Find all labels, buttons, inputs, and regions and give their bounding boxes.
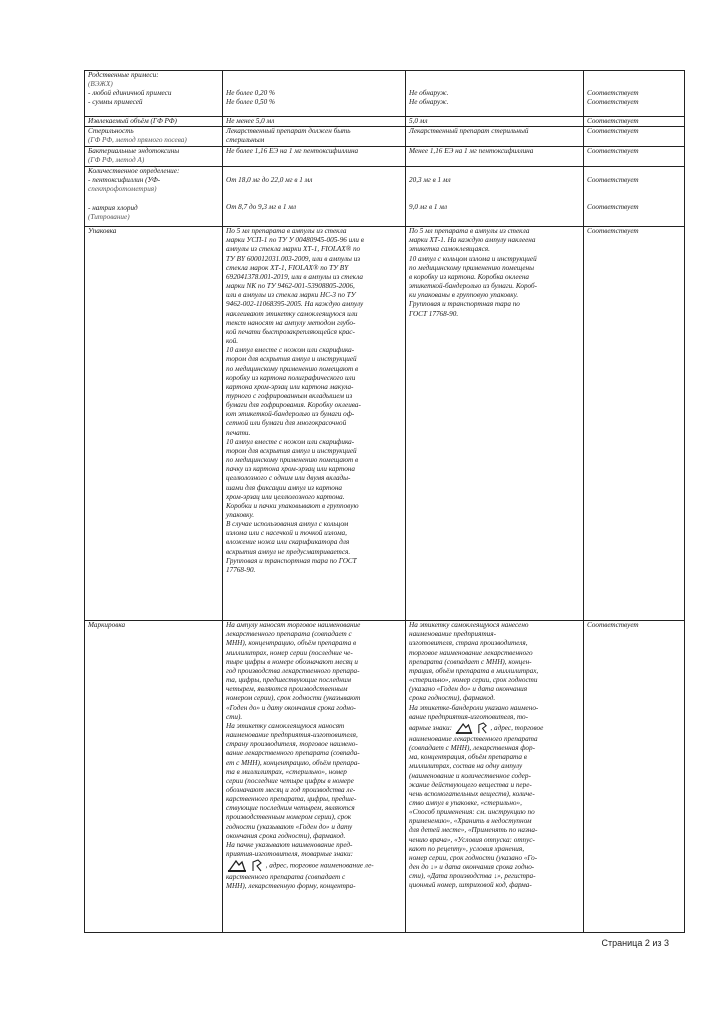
text-line: миллилитрах, номер серии (последние че- bbox=[226, 648, 353, 657]
text-line: ампулы из стекла марки ХТ-1, FIOLAX® по bbox=[226, 245, 361, 254]
result-cell: Менее 1,16 ЕЭ на 1 мг пентоксифиллина bbox=[406, 147, 584, 167]
text-line: По 5 мл препарата в ампулы из стекла bbox=[226, 227, 347, 236]
text-line: приятия-изготовителя, товарные знаки: bbox=[226, 850, 353, 859]
text-line: На этикетку самоклеящуюся наносят bbox=[226, 721, 345, 730]
status-cell: Соответствует bbox=[584, 227, 685, 621]
text-line: номер серии, срок годности (указано «Го- bbox=[409, 853, 538, 862]
text-line: (совпадает с МНН), лекарственная фор- bbox=[409, 744, 535, 753]
text-line: наклеивают этикетку самоклеящуюся или bbox=[226, 309, 358, 318]
status-cell: Соответствует bbox=[584, 127, 685, 147]
param-cell: Стерильность (ГФ РФ, метод прямого посева) bbox=[85, 127, 223, 147]
text-line: четырем, являются производственным bbox=[226, 685, 348, 694]
text-line: На ампулу наносят торговое наименование bbox=[226, 621, 361, 630]
text-line: коробку из картона полиграфического или bbox=[226, 373, 356, 382]
text-line: Групповая и транспортная тара по bbox=[409, 300, 520, 309]
text-line: ден до ↓» и дата окончания срока годно- bbox=[409, 863, 535, 872]
text-line: шами для фиксации ампул из картона bbox=[226, 483, 342, 492]
text-line: 10 ампул вместе с ножом или скарифика- bbox=[226, 346, 355, 355]
text-line: лекарственного препарата (совпадает с bbox=[226, 630, 352, 639]
table-row bbox=[85, 167, 685, 227]
text-line: в коробку из картона. Коробка оклеена bbox=[409, 272, 529, 281]
param-cell: Родственные примеси: (ВЭЖХ) - любой единичной примеси - суммы примесей bbox=[85, 71, 223, 117]
text-line: марки ХТ-1. На каждую ампулу наклеена bbox=[409, 236, 536, 245]
text-line: наименование лекарственного препарата bbox=[409, 734, 538, 743]
text-line: изготовителя, страна производителя, bbox=[409, 639, 528, 648]
text-line: 10 ампул вместе с ножом или скарифика- bbox=[226, 437, 355, 446]
text-line: кают по рецепту», условия хранения, bbox=[409, 844, 525, 853]
status-cell: Соответствует Соответствует bbox=[584, 167, 685, 227]
table-row bbox=[85, 71, 685, 117]
text-line: та в миллилитрах, «стерильно», номер bbox=[226, 767, 347, 776]
table-row bbox=[85, 147, 685, 167]
text-line: трация, объём препарата в миллилитрах, bbox=[409, 666, 539, 675]
norm-cell: От 18,0 мг до 22,0 мг в 1 мл От 8,7 до 9,3 мг в 1 мл bbox=[223, 167, 406, 227]
text-line: по медицинскому применению помещены bbox=[409, 263, 534, 272]
text-line: тором для вскрытия ампул и инструкцией bbox=[226, 446, 357, 455]
norm-cell: Не более 1,16 ЕЭ на 1 мг пентоксифиллина bbox=[223, 147, 406, 167]
status-cell: Соответствует bbox=[584, 117, 685, 127]
text-line: На этикетке-бандероли указано наимено- bbox=[409, 703, 539, 712]
text-line: обозначают месяц и год производства ле- bbox=[226, 785, 356, 794]
text-line: миллилитрах, состав на одну ампулу bbox=[409, 762, 523, 771]
text-line: ционный номер, штриховой код, фарма- bbox=[409, 881, 532, 890]
text-line: печати. bbox=[226, 428, 251, 437]
param-cell: Упаковка bbox=[85, 227, 223, 621]
text-line: стекла марок ХТ-1, FIOLAX® по ТУ BY bbox=[226, 263, 349, 272]
text-line: упаковку. bbox=[226, 511, 255, 519]
text-line: сти), «Дата производства ↓», регистра- bbox=[409, 872, 536, 881]
text-line: 9462-002-11068395-2005. На каждую ампулу bbox=[226, 300, 364, 309]
trademark-icon bbox=[227, 859, 247, 873]
text-line: 17768-90. bbox=[226, 565, 256, 574]
result-cell bbox=[406, 227, 584, 621]
table-row bbox=[85, 227, 685, 621]
result-cell: 20,3 мг в 1 мл 9,0 мг в 1 мл bbox=[406, 167, 584, 227]
table-row bbox=[85, 127, 685, 147]
text-line: окончания срока годности), фармакод. bbox=[226, 831, 346, 840]
text-line: препарата (совпадает с МНН), концен- bbox=[409, 657, 532, 666]
text-line: На пачке указывают наименование пред- bbox=[226, 840, 353, 849]
text-line: «стерильно», номер серии, срок годности bbox=[409, 676, 538, 685]
text-line: (указано «Годен до» и дата окончания bbox=[409, 685, 528, 694]
norm-cell: Не менее 5,0 мл bbox=[223, 117, 406, 127]
text-line: марки NK по ТУ 9462-001-53908805-2006, bbox=[226, 282, 355, 291]
text-line: та, цифры, предшествующие последним bbox=[226, 676, 352, 685]
text-line: ет с МНН), концентрацию, объём препара- bbox=[226, 758, 360, 767]
text-line: страну производителя, торговое наимено- bbox=[226, 740, 358, 749]
text-line: Коробки и пачки упаковывают в групповую bbox=[226, 501, 359, 510]
text-line: вание лекарственного препарата (совпада- bbox=[226, 749, 360, 758]
text-line: 10 ампул с кольцом излома и инструкцией bbox=[409, 254, 537, 263]
text-line: вание предприятия-изготовителя, то- bbox=[409, 712, 529, 721]
text-line: турного с гофрированным вкладышем из bbox=[226, 391, 353, 400]
specification-table bbox=[84, 70, 685, 933]
text-line: ствующие последним четырем, являются bbox=[226, 804, 355, 813]
trademark-icon bbox=[455, 722, 473, 735]
text-line: для детей месте», «Применять по назна- bbox=[409, 826, 538, 835]
text-line: или в ампулы из стекла марки НС-3 по ТУ bbox=[226, 291, 356, 300]
result-cell: На этикетку самоклеящуюся нанесено наименование предприятия- изготовителя, страна производителя, торговое наименование лекарственного препарата (совпадает с МНН), концен- трация, объём препарата в миллилитрах, «стерильно», номер серии, срок годности (указано «Годен до» и дата окончания срока годности), фармакод. На этикетке-бандероли указано наимено- вание предприятия-изготовителя, то- варные знаки: , адрес, торговое наименование лекарственного препарата (совпадает с МНН), лекарственная фор- ма, концентрация, объём препарата в миллилитрах, состав на одну ампулу (наименование и количественное содер- жание действующего вещества и пере- чень вспомогательных веществ), количе- ство ампул в упаковке, «стерильно», «Способ применения: см. инструкцию по применению», «Хранить в недоступном для детей месте», «Применять по назна- чению врача», «Условия отпуска: отпус- кают по рецепту», условия хранения, номер серии, срок годности (указано «Го- ден до ↓» и дата окончания срока годно- сти), «Дата производства ↓», регистра- ционный номер, штриховой код, фарма- bbox=[406, 621, 584, 933]
norm-cell bbox=[223, 227, 406, 621]
result-cell: Лекарственный препарат стерильный bbox=[406, 127, 584, 147]
text-line: 692041378.001-2019, или в ампулы из стекла bbox=[226, 272, 363, 281]
text-line: марки УСП-1 по ТУ У 00480945-005-96 или в bbox=[226, 236, 364, 245]
text-line: карственного препарата, цифры, предше- bbox=[226, 795, 357, 804]
param-cell: Количественное определение: - пентоксифиллин (УФ- спектрофотометрия) - натрия хлорид (Титрование) bbox=[85, 167, 223, 227]
text-line: целлюлозного с одним или двумя вклады- bbox=[226, 474, 351, 483]
text-line: «Способ применения: см. инструкцию по bbox=[409, 808, 535, 817]
text-line: ГОСТ 17768-90. bbox=[409, 309, 459, 318]
text-line: серии (последние четыре цифры в номере bbox=[226, 776, 354, 785]
text-line: торговое наименование лекарственного bbox=[409, 648, 533, 657]
text-line: кой. bbox=[226, 337, 239, 346]
text-line: ки упакованы в групповую упаковку. bbox=[409, 291, 519, 300]
brand-logo-icon bbox=[251, 859, 263, 873]
text-line: ма, концентрация, объём препарата в bbox=[409, 753, 527, 762]
result-cell: Не обнаруж. Не обнаруж. bbox=[406, 71, 584, 117]
status-cell: Соответствует bbox=[584, 621, 685, 933]
text-line: чень вспомогательных веществ), количе- bbox=[409, 789, 535, 798]
text-line: ТУ BY 600012031.003-2009, или в ампулы из bbox=[226, 254, 361, 263]
text-line: (наименование и количественное содер- bbox=[409, 771, 531, 780]
text-line: МНН), концентрацию, объём препарата в bbox=[226, 639, 357, 648]
text-line: В случае использования ампул с кольцом bbox=[226, 520, 349, 529]
text-line: наименование предприятия-изготовителя, bbox=[226, 731, 358, 740]
text-line: пачку из картона хром-эрзац или картона bbox=[226, 465, 355, 474]
text-line: производственным номером серии), срок bbox=[226, 813, 352, 822]
text-line: бумаги для гофрирования. Коробку оклеива- bbox=[226, 401, 361, 410]
text-line: по медицинскому применению помещают в bbox=[226, 364, 359, 373]
text-line: вскрытия ампул не предусматривается. bbox=[226, 547, 351, 556]
text-line: вложение ножа или скарификатора для bbox=[226, 538, 350, 547]
text-line: жание действующего вещества и пере- bbox=[409, 780, 532, 789]
norm-cell: На ампулу наносят торговое наименование лекарственного препарата (совпадает с МНН), концентрацию, объём препарата в миллилитрах, номер серии (последние че- тыре цифры в номере обозначают месяц и год производства лекарственного препара- та, цифры, предшествующие последним четырем, являются производственным номером серии), срок годности (указывают «Годен до» и дату окончания срока годно- сти). На этикетку самоклеящуюся наносят наименование предприятия-изготовителя, страну производителя, торговое наимено- вание лекарственного препарата (совпада- ет с МНН), концентрацию, объём препара- та в миллилитрах, «стерильно», номер серии (последние четыре цифры в номере обозначают месяц и год производства ле- карственного препарата, цифры, предше- ствующие последним четырем, являются производственным номером серии), срок годности (указывают «Годен до» и дату окончания срока годности), фармакод. На пачке указывают наименование пред- приятия-изготовителя, товарные знаки: , адрес, торговое наименование ле- карственного препарата (совпадает с МНН), лекарственную форму, концентра- bbox=[223, 621, 406, 933]
status-cell: Соответствует bbox=[584, 147, 685, 167]
param-cell: Бактериальные эндотоксины (ГФ РФ, метод А) bbox=[85, 147, 223, 167]
text-line: хром-эрзац или целлюлозного картона. bbox=[226, 492, 345, 501]
text-line: чению врача», «Условия отпуска: отпус- bbox=[409, 835, 535, 844]
text-line: излома или с насечкой и точкой излома, bbox=[226, 529, 347, 538]
text-line: сти). bbox=[226, 712, 243, 721]
text-line: картона хром-эрзац или картона макула- bbox=[226, 382, 354, 391]
text-line: кой печати быстрозакрепляющейся крас- bbox=[226, 327, 355, 336]
text-line: текст наносят на ампулу методом глубо- bbox=[226, 318, 356, 327]
text-line: применению», «Хранить в недоступном bbox=[409, 817, 532, 826]
text-line: «Годен до» и дату окончания срока годно- bbox=[226, 703, 356, 712]
page-number: Страница 2 из 3 bbox=[601, 938, 669, 948]
table-row bbox=[85, 621, 685, 933]
text-line: по медицинскому применению помещают в bbox=[226, 456, 359, 465]
norm-cell: Лекарственный препарат должен быть стерильным bbox=[223, 127, 406, 147]
status-cell: Соответствует Соответствует bbox=[584, 71, 685, 117]
text-line: наименование предприятия- bbox=[409, 630, 496, 639]
text-line: тыре цифры в номере обозначают месяц и bbox=[226, 657, 359, 666]
text-line: По 5 мл препарата в ампулы из стекла bbox=[409, 227, 530, 236]
text-line: этикеткой-бандеролью из бумаги. Короб- bbox=[409, 282, 538, 291]
text-line: тором для вскрытия ампул и инструкцией bbox=[226, 355, 357, 364]
result-cell: 5,0 мл bbox=[406, 117, 584, 127]
text-line: год производства лекарственного препара- bbox=[226, 666, 360, 675]
text-line: номером серии), срок годности (указывают bbox=[226, 694, 361, 703]
param-cell: Маркировка bbox=[85, 621, 223, 933]
text-line: сетной или бумаги для многокрасочной bbox=[226, 419, 347, 428]
text-line: этикетка самоклеящаяся. bbox=[409, 245, 490, 254]
text-line: На этикетку самоклеящуюся нанесено bbox=[409, 621, 529, 630]
text-line: срока годности), фармакод. bbox=[409, 694, 496, 703]
text-line: Групповая и транспортная тара по ГОСТ bbox=[226, 556, 357, 565]
param-cell: Извлекаемый объём (ГФ РФ) bbox=[85, 117, 223, 127]
text-line: ют этикеткой-бандеролью из бумаги оф- bbox=[226, 410, 355, 419]
table-row bbox=[85, 117, 685, 127]
brand-logo-icon bbox=[477, 722, 488, 735]
text-line: ство ампул в упаковке, «стерильно», bbox=[409, 798, 522, 807]
norm-cell: Не более 0,20 % Не более 0,50 % bbox=[223, 71, 406, 117]
text-line: годности (указывают «Годен до» и дату bbox=[226, 822, 353, 831]
